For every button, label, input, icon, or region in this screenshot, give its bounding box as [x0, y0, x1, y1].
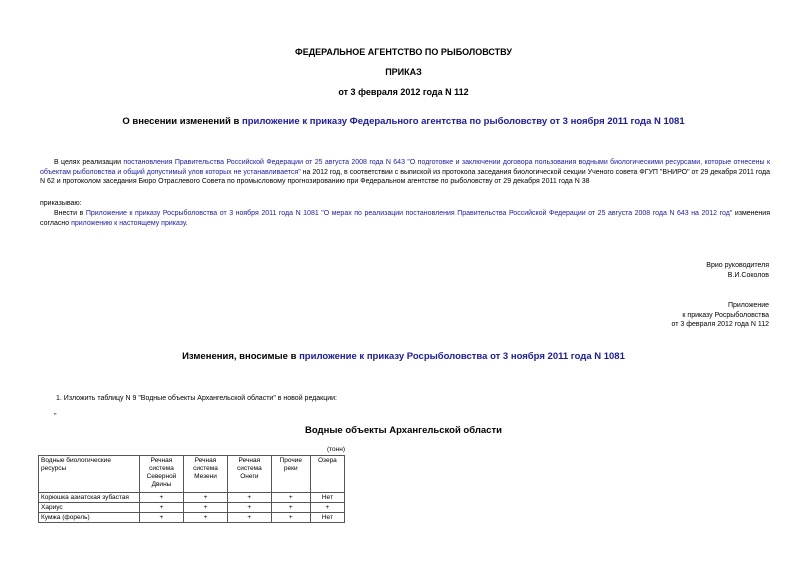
changes-title-prefix: Изменения, вносимые в: [182, 351, 300, 362]
cell-value: +: [271, 513, 310, 523]
cell-value: +: [139, 503, 183, 513]
title-link[interactable]: приложение к приказу Федерального агентства по рыболовству от 3 ноября 2011 года N 1081: [241, 116, 685, 127]
cell-value: +: [271, 493, 310, 503]
header-onega: Речная система Онеги: [227, 456, 271, 493]
cell-value: Нет: [310, 513, 344, 523]
item-1: 1. Изложить таблицу N 9 "Водные объекты Архангельской области" в новой редакции:: [56, 395, 338, 402]
water-objects-table: [38, 455, 345, 523]
table-row: [39, 513, 345, 523]
order-paragraph: [40, 209, 770, 228]
order-word: приказываю:: [40, 200, 82, 207]
signature-block: [706, 261, 769, 280]
cell-resource: Корюшка азиатская зубастая: [39, 493, 140, 503]
changes-title-link[interactable]: приложение к приказу Росрыболовства от 3 ноября 2011 года N 1081: [299, 351, 625, 362]
preamble-text-2: на 2012 год, в соответствии с выпиской из протокола заседания биологической секции Ученого совета ФГУП "ВНИРО" от 29 декабря 2011 года N 62 и протоколом заседания Бюро Отраслевого Совета по промысловому прогнозированию при Федеральном агентстве по рыболовству от 29 декабря 2011 года N 38: [40, 168, 770, 185]
cell-resource: Кумжа (форель): [39, 513, 140, 523]
cell-value: +: [184, 493, 228, 503]
appendix-line-1: Приложение: [727, 302, 769, 309]
cell-value: +: [184, 503, 228, 513]
cell-value: +: [227, 493, 271, 503]
order-link-1[interactable]: Приложение к приказу Росрыболовства от 3 ноября 2011 года N 1081 "О мерах по реализации постановления Правительства Российской Федерации от 25 августа 2008 года N 643 на 2012 год": [85, 210, 733, 217]
table-title: Водные объекты Архангельской области: [305, 425, 502, 436]
doc-type: ПРИКАЗ: [385, 67, 422, 77]
order-text-2: изменения согласно: [40, 210, 770, 227]
header-mezen: Речная система Мезени: [184, 456, 228, 493]
title-prefix: О внесении изменений в: [122, 116, 242, 127]
quote-mark: ": [54, 413, 57, 420]
cell-resource: Хариус: [39, 503, 140, 513]
changes-title: [0, 351, 807, 362]
document-title: [0, 116, 807, 127]
cell-value: +: [310, 503, 344, 513]
appendix-line-2: к приказу Росрыболовства: [682, 311, 769, 319]
cell-value: +: [271, 503, 310, 513]
cell-value: +: [184, 513, 228, 523]
order-link-2[interactable]: приложению к настоящему приказу: [71, 219, 186, 227]
preamble-paragraph: [40, 158, 770, 187]
header-other-rivers: Прочие реки: [271, 456, 310, 493]
cell-value: +: [227, 513, 271, 523]
cell-value: +: [139, 493, 183, 503]
order-text-1: Внести в: [54, 210, 86, 217]
agency-name: ФЕДЕРАЛЬНОЕ АГЕНТСТВО ПО РЫБОЛОВСТВУ: [295, 47, 512, 57]
appendix-reference: [672, 301, 769, 330]
table-header-row: [39, 456, 345, 493]
table-row: [39, 493, 345, 503]
table-row: [39, 503, 345, 513]
cell-value: Нет: [310, 493, 344, 503]
header-resources: Водные биологические ресурсы: [39, 456, 140, 493]
preamble-link[interactable]: постановления Правительства Российской Федерации от 25 августа 2008 года N 643 "О подготовке и заключении договора пользования водными биологическими ресурсами, которые отнесены к объектам рыболовства и общий допустимый улов которых не устанавливается": [40, 159, 771, 176]
header-north-dvina: Речная система Северной Двины: [139, 456, 183, 493]
cell-value: +: [227, 503, 271, 513]
doc-date-number: от 3 февраля 2012 года N 112: [338, 87, 469, 97]
signature-position: Врио руководителя: [706, 262, 769, 269]
cell-value: +: [139, 513, 183, 523]
appendix-line-3: от 3 февраля 2012 года N 112: [671, 321, 769, 328]
signature-name: В.И.Соколов: [727, 271, 769, 279]
table-unit: (тонн): [326, 446, 345, 453]
preamble-text-1: В целях реализации: [54, 159, 124, 166]
order-text-3: .: [185, 219, 188, 227]
header-lakes: Озера: [310, 456, 344, 493]
